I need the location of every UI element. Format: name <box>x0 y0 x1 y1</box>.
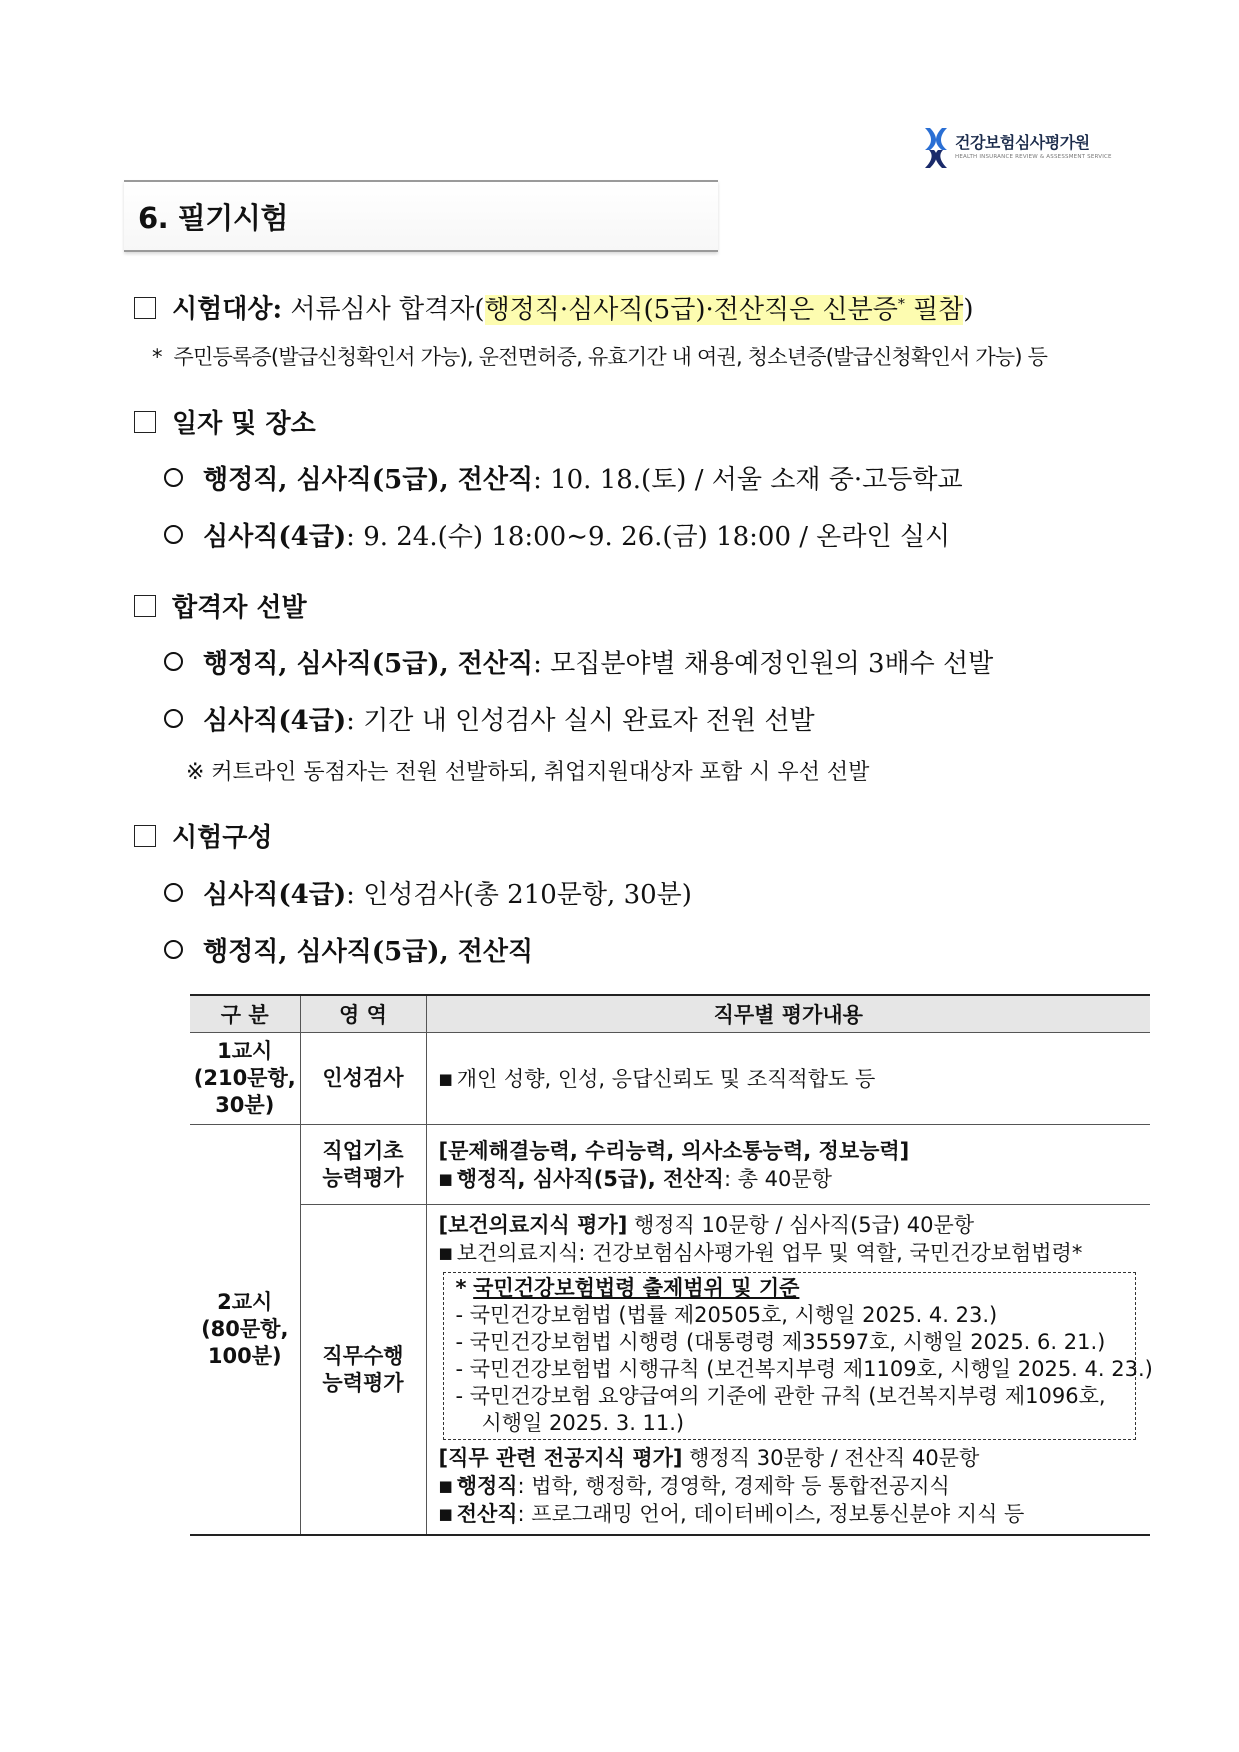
job-content-cell <box>426 1205 1153 1536</box>
page-title: 6. 필기시험 <box>138 201 288 235</box>
area-personality: 인성검사 <box>300 1033 426 1125</box>
area-basic-line2: 능력평가 <box>322 1165 404 1190</box>
section-title-bar <box>124 180 718 252</box>
selection-item <box>164 704 815 738</box>
health-knowledge-heading: [보건의료지식 평가] <box>438 1213 628 1237</box>
bullet-circle-icon <box>164 940 183 959</box>
law-item: - 국민건강보험법 시행규칙 (보건복지부령 제1109호, 시행일 2025. 4. 23.) <box>455 1357 1153 1381</box>
id-note <box>152 340 1047 374</box>
table-header-row <box>190 995 1150 1033</box>
composition-heading: 시험구성 <box>172 823 273 853</box>
square-bullet-icon: ■ <box>438 1505 453 1523</box>
schedule-heading-line <box>134 407 316 441</box>
law-scope-title: 국민건강보험법령 출제범위 및 기준 <box>473 1276 800 1300</box>
basic-target-label: 행정직, 심사직(5급), 전산직 <box>456 1166 724 1191</box>
target-text-before: 서류심사 합격자( <box>282 294 485 325</box>
law-item: - 국민건강보험 요양급여의 기준에 관한 규칙 (보건복지부령 제1096호, <box>455 1384 1106 1408</box>
basic-target-text: : 총 40문항 <box>723 1166 832 1191</box>
bullet-circle-icon <box>164 468 183 487</box>
health-knowledge-desc: 보건의료지식: 건강보험심사평가원 업무 및 역할, 국민건강보험법령* <box>456 1241 1083 1265</box>
schedule-item-label: 심사직(4급) <box>203 522 347 552</box>
table-row <box>190 1033 1150 1125</box>
health-knowledge-count: 행정직 10문항 / 심사직(5급) 40문항 <box>627 1213 975 1237</box>
basic-abilities: [문제해결능력, 수리능력, 의사소통능력, 정보능력] <box>438 1138 910 1163</box>
admin-label: 행정직 <box>456 1474 518 1498</box>
target-highlight-group <box>485 295 964 325</box>
selection-heading-line <box>134 591 307 625</box>
composition-item-text: : 인성검사(총 210문항, 30분) <box>346 880 692 910</box>
square-bullet-icon: ■ <box>438 1244 453 1262</box>
square-bullet-icon: ■ <box>438 1169 453 1188</box>
period-1-cell <box>190 1033 300 1125</box>
selection-item-label: 행정직, 심사직(5급), 전산직 <box>203 649 534 679</box>
target-highlight-after: 필참 <box>904 294 964 325</box>
target-text-after: ) <box>963 294 974 325</box>
schedule-item <box>164 520 950 554</box>
schedule-item-label: 행정직, 심사직(5급), 전산직 <box>203 465 534 495</box>
period-2-line2: (80문항, <box>201 1317 289 1341</box>
logo-name: 건강보험심사평가원 <box>955 133 1090 152</box>
id-note-mark: * <box>152 345 162 369</box>
bullet-circle-icon <box>164 883 183 902</box>
table-row <box>190 1125 1150 1205</box>
schedule-heading: 일자 및 장소 <box>172 409 316 439</box>
schedule-item-text: : 10. 18.(토) / 서울 소재 중·고등학교 <box>533 465 963 495</box>
period-2-cell <box>190 1125 300 1536</box>
law-title-mark: * <box>455 1276 467 1300</box>
target-highlight: 행정직·심사직(5급)·전산직은 신분증 <box>484 294 898 325</box>
area-job-line2: 능력평가 <box>322 1370 404 1395</box>
square-bullet-icon: ■ <box>438 1069 453 1088</box>
target-sup: * <box>897 296 905 312</box>
composition-heading-line <box>134 821 272 855</box>
area-basic-competency <box>300 1125 426 1205</box>
exam-composition-table <box>190 994 1153 1536</box>
selection-item <box>164 647 993 681</box>
target-heading: 시험대상: <box>172 294 283 325</box>
id-note-text: 주민등록증(발급신청확인서 가능), 운전면허증, 유효기간 내 여권, 청소년증(발급신청확인서 가능) 등 <box>173 345 1048 369</box>
header-area: 영 역 <box>300 995 426 1033</box>
schedule-item-text: : 9. 24.(수) 18:00∼9. 26.(금) 18:00 / 온라인 실시 <box>346 522 951 552</box>
composition-item-label: 심사직(4급) <box>203 880 347 910</box>
period-2-line1: 2교시 <box>217 1290 273 1314</box>
law-item: - 국민건강보험법 시행령 (대통령령 제35597호, 시행일 2025. 6. 21.) <box>455 1330 1106 1354</box>
bullet-circle-icon <box>164 525 183 544</box>
personality-content: 개인 성향, 인성, 응답신뢰도 및 조직적합도 등 <box>456 1066 876 1091</box>
major-knowledge-count: 행정직 30문항 / 전산직 40문항 <box>682 1446 980 1470</box>
organization-logo <box>921 126 1131 174</box>
period-1-line1: 1교시 <box>217 1039 273 1063</box>
selection-item-text: : 모집분야별 채용예정인원의 3배수 선발 <box>533 649 994 679</box>
basic-content-cell <box>426 1125 1150 1205</box>
law-item-continued: 시행일 2025. 3. 11.) <box>481 1411 685 1435</box>
composition-item <box>164 878 692 912</box>
personality-content-cell <box>426 1033 1150 1125</box>
selection-item-text: : 기간 내 인성검사 실시 완료자 전원 선발 <box>346 706 815 736</box>
period-2-line3: 100분) <box>207 1344 282 1368</box>
area-job-competency <box>300 1205 426 1536</box>
area-job-line1: 직무수행 <box>322 1343 404 1368</box>
target-line <box>134 287 973 327</box>
header-content: 직무별 평가내용 <box>426 995 1150 1033</box>
checkbox-icon <box>134 411 156 433</box>
logo-mark-icon <box>921 126 951 170</box>
composition-item <box>164 935 533 969</box>
period-1-line2: (210문항, <box>193 1066 296 1090</box>
checkbox-icon <box>134 595 156 617</box>
admin-subjects: : 법학, 행정학, 경영학, 경제학 등 통합전공지식 <box>517 1474 950 1498</box>
period-1-line3: 30분) <box>215 1093 275 1117</box>
header-category: 구 분 <box>190 995 300 1033</box>
it-label: 전산직 <box>456 1502 518 1526</box>
checkbox-icon <box>134 297 156 319</box>
bullet-circle-icon <box>164 652 183 671</box>
law-scope-box <box>443 1272 1153 1440</box>
table-row <box>190 1205 1150 1536</box>
selection-item-label: 심사직(4급) <box>203 706 347 736</box>
selection-heading: 합격자 선발 <box>172 593 307 623</box>
area-basic-line1: 직업기초 <box>322 1138 404 1163</box>
checkbox-icon <box>134 825 156 847</box>
square-bullet-icon: ■ <box>438 1477 453 1495</box>
major-knowledge-heading: [직무 관련 전공지식 평가] <box>438 1446 683 1470</box>
bullet-circle-icon <box>164 709 183 728</box>
it-subjects: : 프로그래밍 언어, 데이터베이스, 정보통신분야 지식 등 <box>517 1502 1025 1526</box>
composition-item-label: 행정직, 심사직(5급), 전산직 <box>203 937 534 967</box>
schedule-item <box>164 463 963 497</box>
logo-subtitle: HEALTH INSURANCE REVIEW & ASSESSMENT SERVICE <box>955 154 1112 160</box>
tie-note: ※ 커트라인 동점자는 전원 선발하되, 취업지원대상자 포함 시 우선 선발 <box>186 760 870 785</box>
law-item: - 국민건강보험법 (법률 제20505호, 시행일 2025. 4. 23.) <box>455 1303 998 1327</box>
